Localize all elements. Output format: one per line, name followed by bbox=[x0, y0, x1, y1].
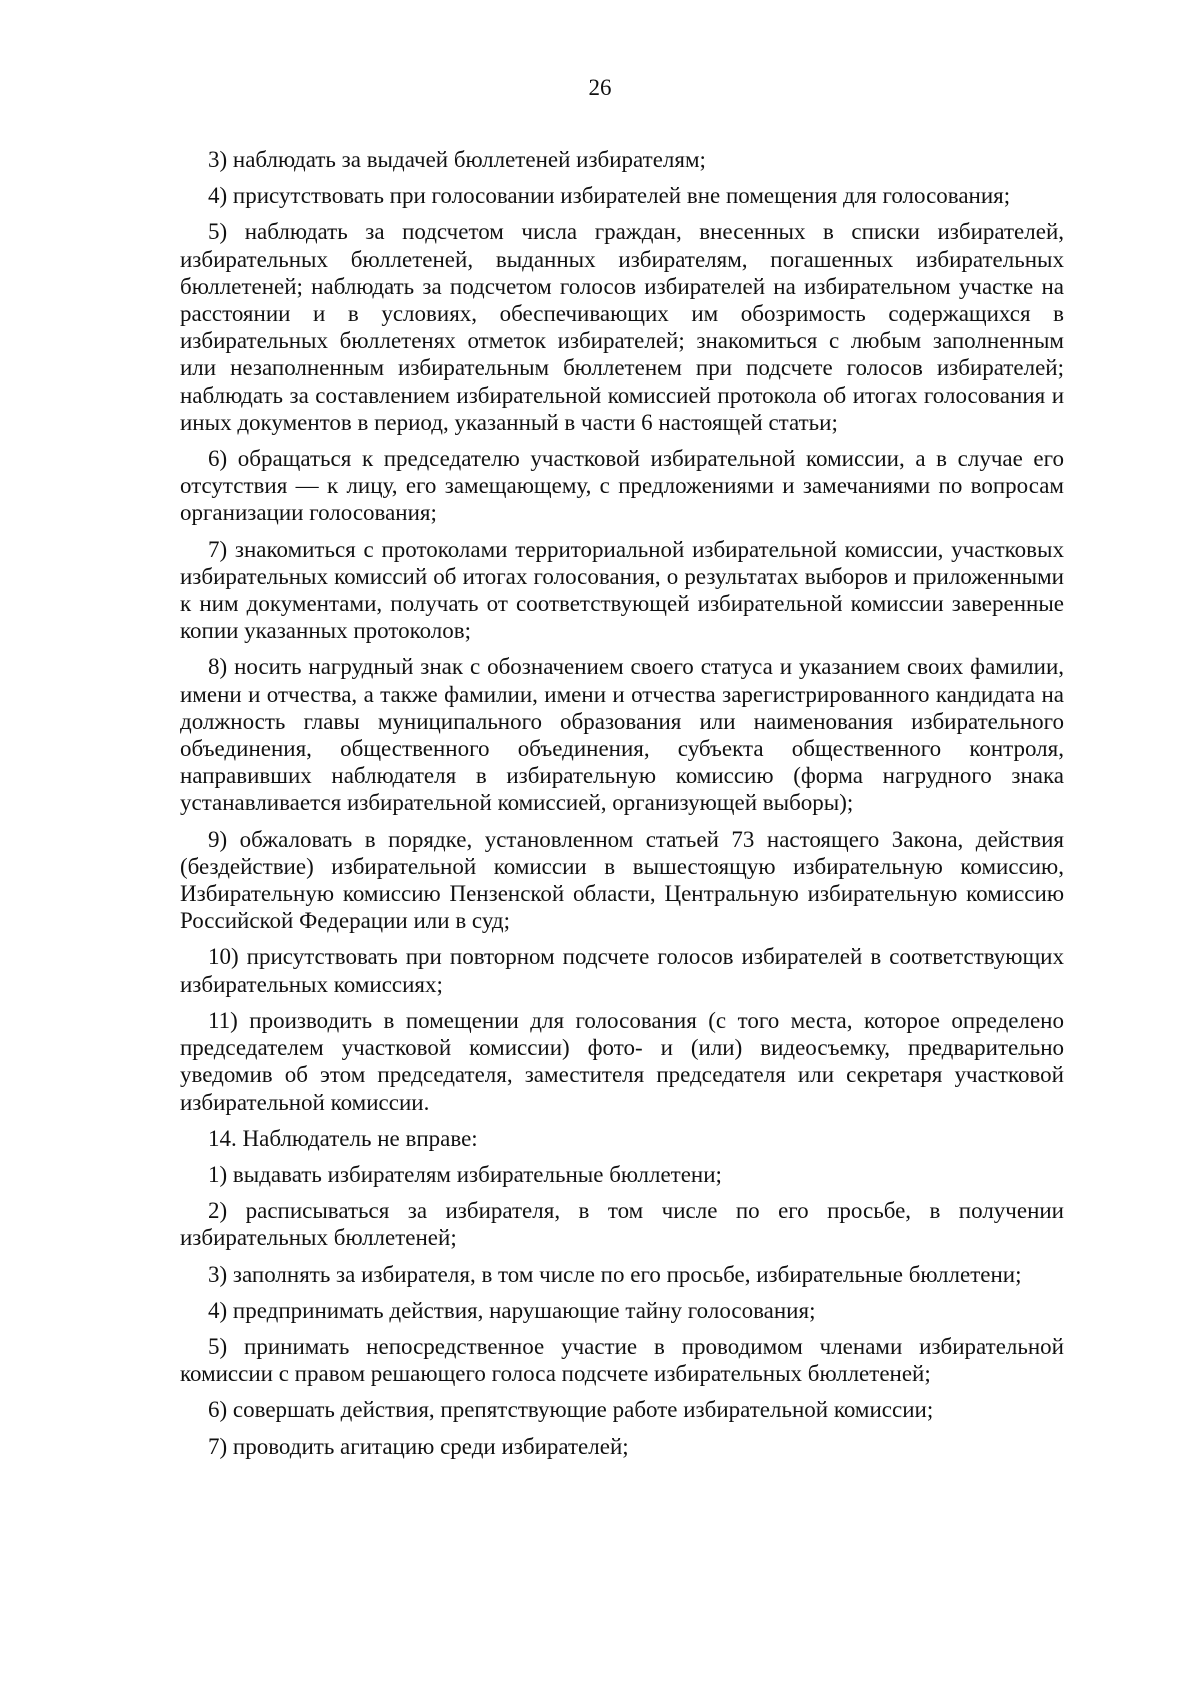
list-item-prohibition-4: 4) предпринимать действия, нарушающие тайну голосования; bbox=[208, 1297, 816, 1323]
list-item-prohibition-5: 5) принимать непосредственное участие в проводимом членами избирательной комиссии с правом решающего голоса подсчете избирательных бюллетеней; bbox=[180, 1333, 1064, 1387]
list-item-observer-right-9: 9) обжаловать в порядке, установленном статьей 73 настоящего Закона, действия (бездействие) избирательной комиссии в вышестоящую избирательную комиссию, Избирательную комиссию Пензенской области, Центральную избирательную комиссию Российской Федерации или в суд; bbox=[180, 826, 1064, 934]
list-item-prohibition-6: 6) совершать действия, препятствующие работе избирательной комиссии; bbox=[208, 1397, 934, 1423]
list-item-prohibition-1: 1) выдавать избирателям избирательные бюллетени; bbox=[208, 1161, 722, 1187]
section-heading-14: 14. Наблюдатель не вправе: bbox=[208, 1125, 478, 1151]
list-item-observer-right-8: 8) носить нагрудный знак с обозначением своего статуса и указанием своих фамилии, имени и отчества, а также фамилии, имени и отчества зарегистрированного кандидата на должность главы муниципального образования или наименования избирательного объединения, общественного объединения, субъекта общественного контроля, направивших наблюдателя в избирательную комиссию (форма нагрудного знака устанавливается избирательной комиссией, организующей выборы); bbox=[180, 654, 1064, 816]
list-item-prohibition-2: 2) расписываться за избирателя, в том числе по его просьбе, в получении избирательных бюллетеней; bbox=[180, 1198, 1064, 1251]
list-item-observer-right-3: 3) наблюдать за выдачей бюллетеней избирателям; bbox=[208, 147, 706, 172]
document-body bbox=[180, 146, 1064, 1469]
list-item-observer-right-6: 6) обращаться к председателю участковой избирательной комиссии, а в случае его отсутствия — к лицу, его замещающему, с предложениями и замечаниями по вопросам организации голосования; bbox=[180, 446, 1064, 526]
page-number: 26 bbox=[588, 75, 612, 100]
list-item-observer-right-10: 10) присутствовать при повторном подсчете голосов избирателей в соответствующих избирательных комиссиях; bbox=[180, 944, 1064, 997]
list-item-observer-right-11: 11) производить в помещении для голосования (с того места, которое определено председателем участковой комиссии) фото- и (или) видеосъемку, предварительно уведомив об этом председателя, заместителя председателя или секретаря участковой избирательной комиссии. bbox=[180, 1007, 1064, 1115]
list-item-observer-right-5: 5) наблюдать за подсчетом числа граждан, внесенных в списки избирателей, избирательных бюллетеней, выданных избирателям, погашенных избирательных бюллетеней; наблюдать за подсчетом голосов избирателей на избирательном участке на расстоянии и в условиях, обеспечивающих им обозримость содержащихся в избирательных бюллетенях отметок избирателей; знакомиться с любым заполненным или незаполненным избирательным бюллетенем при подсчете голосов избирателей; наблюдать за составлением избирательной комиссией протокола об итогах голосования и иных документов в период, указанный в части 6 настоящей статьи; bbox=[180, 219, 1064, 435]
list-item-prohibition-3: 3) заполнять за избирателя, в том числе по его просьбе, избирательные бюллетени; bbox=[208, 1261, 1022, 1287]
list-item-prohibition-7: 7) проводить агитацию среди избирателей; bbox=[208, 1433, 629, 1459]
list-item-observer-right-4: 4) присутствовать при голосовании избирателей вне помещения для голосования; bbox=[208, 183, 1011, 209]
list-item-observer-right-7: 7) знакомиться с протоколами территориальной избирательной комиссии, участковых избирательных комиссий об итогах голосования, о результатах выборов и приложенными к ним документами, получать от соответствующей избирательной комиссии заверенные копии указанных протоколов; bbox=[180, 536, 1064, 644]
